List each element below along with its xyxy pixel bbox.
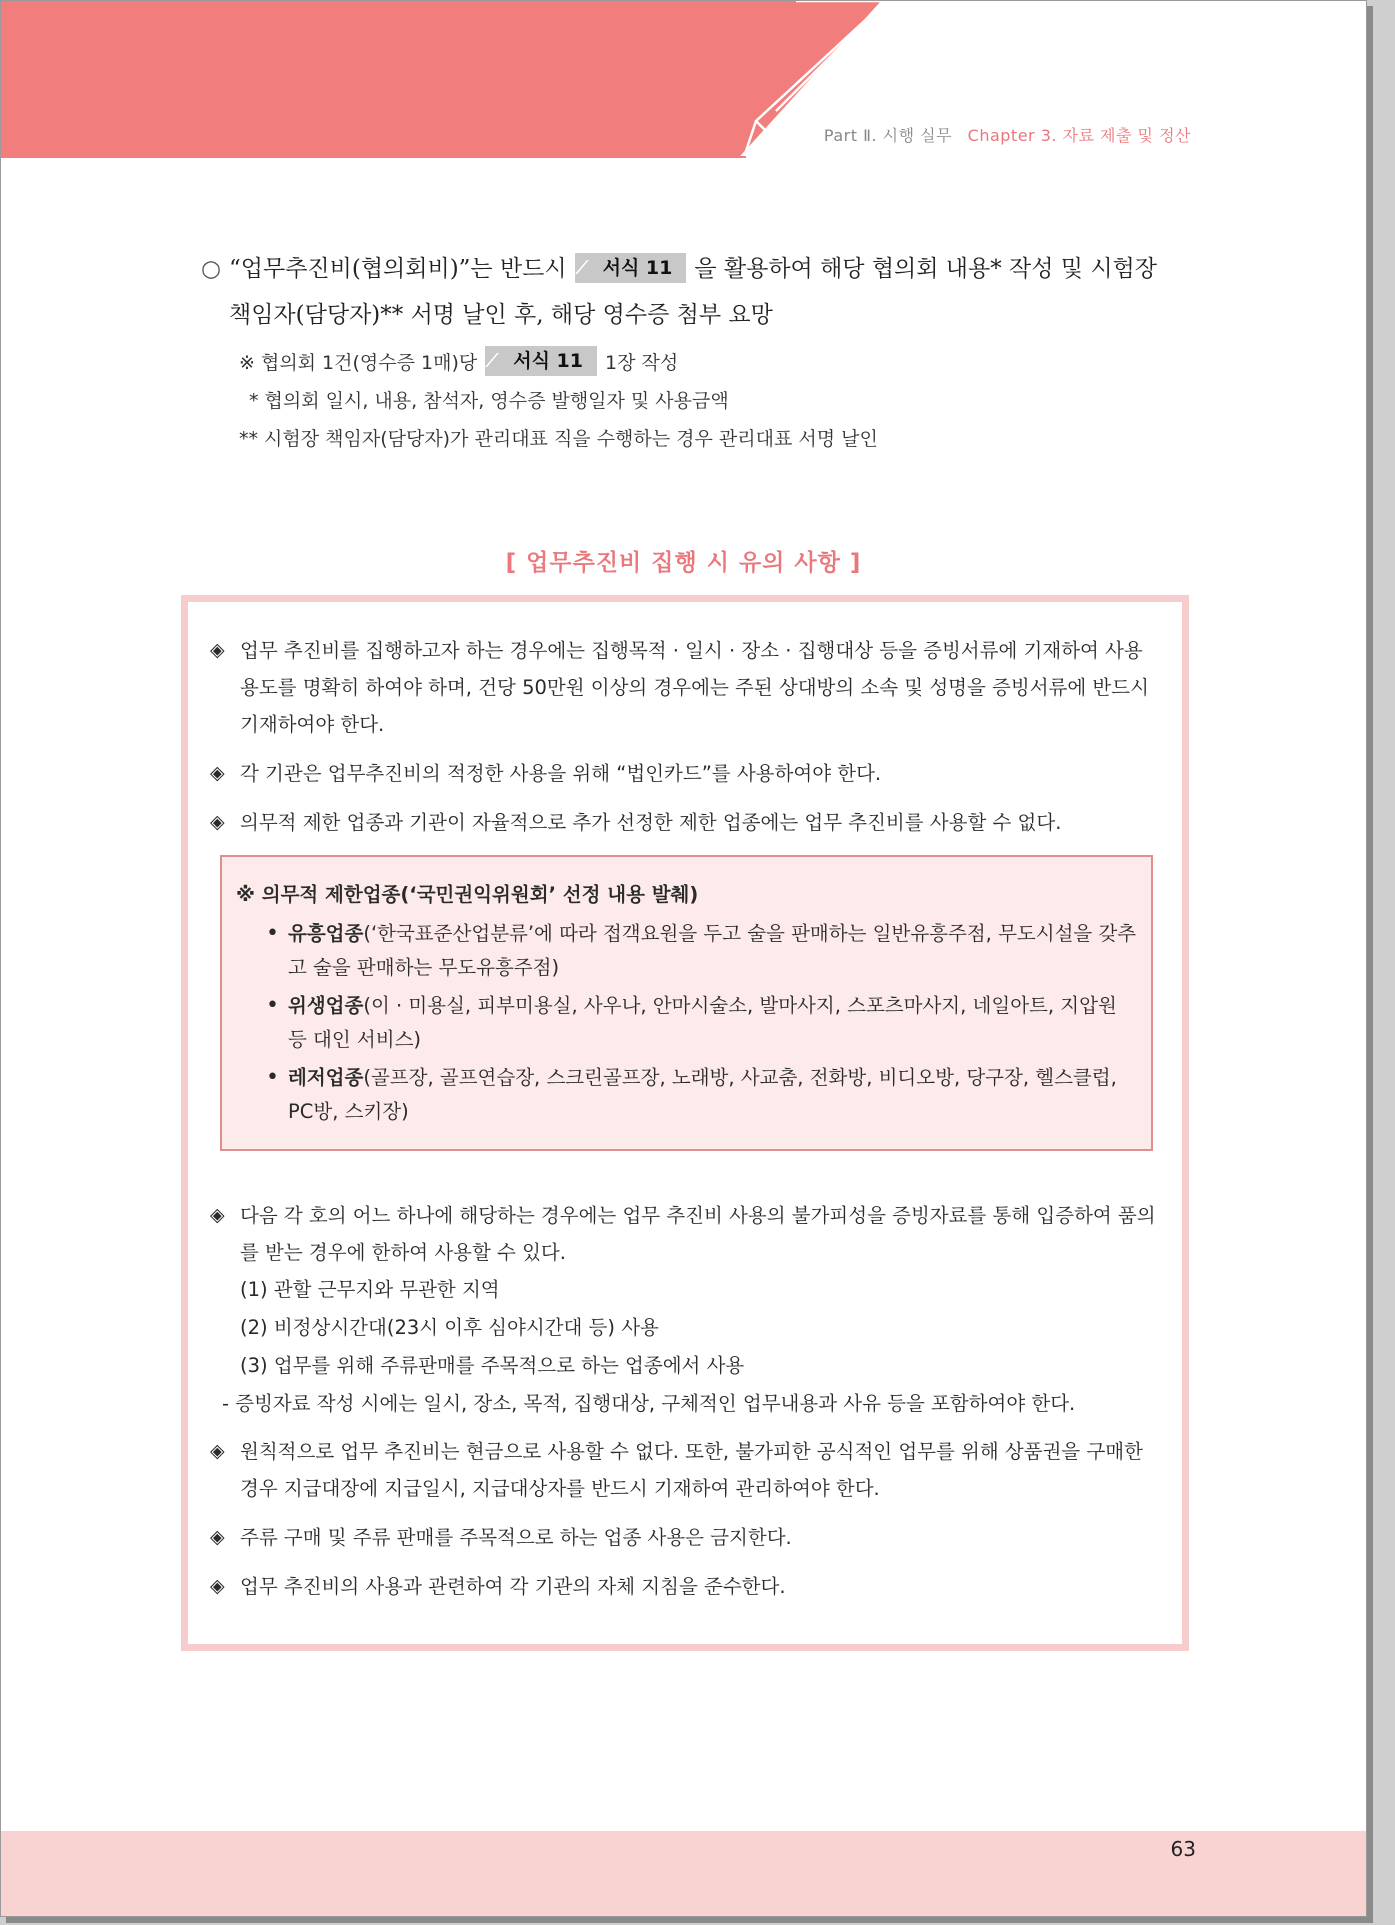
form-badge-small [485, 346, 597, 376]
header-underline [1, 156, 746, 158]
list-item: ◈ 원칙적으로 업무 추진비는 현금으로 사용할 수 없다. 또한, 불가피한 공식적인 업무를 위해 상품권을 구매한 경우 지급대장에 지급일시, 지급대상자를 반드시 기재하여 관리하여야 한다. [210, 1433, 1165, 1507]
dot-bullet-icon: • [266, 993, 279, 1018]
diamond-bullet-icon: ◈ [210, 639, 225, 661]
list-item: ◈ 각 기관은 업무추진비의 적정한 사용을 위해 “법인카드”를 사용하여야 한다. [210, 755, 1160, 792]
note-1-after: 1장 작성 [605, 352, 679, 374]
caution-items-continued [210, 1197, 1165, 1617]
restricted-item: • 레저업종(골프장, 골프연습장, 스크린골프장, 노래방, 사교춤, 전화방, 비디오방, 당구장, 헬스클럽, PC방, 스키장) [236, 1061, 1137, 1129]
intro-line-2: 책임자(담당자)** 서명 날인 후, 해당 영수증 첨부 요망 [229, 302, 773, 328]
section-title: [ 업무추진비 집행 시 유의 사항 ] [505, 550, 862, 576]
note-2: * 협의회 일시, 내용, 참석자, 영수증 발행일자 및 사용금액 [249, 390, 729, 412]
form-badge [575, 253, 687, 283]
note-1-before: ※ 협의회 1건(영수증 1매)당 [239, 352, 478, 374]
sub-item: (1) 관할 근무지와 무관한 지역 [240, 1278, 500, 1301]
intro-text-before: “업무추진비(협의회비)”는 반드시 [229, 256, 567, 282]
check-tick-icon [575, 260, 603, 274]
restricted-item: • 유흥업종(‘한국표준산업분류’에 따라 접객요원을 두고 술을 판매하는 일반유흥주점, 무도시설을 갖추고 술을 판매하는 무도유흥주점) [236, 917, 1137, 985]
running-head [824, 123, 1191, 146]
intro-paragraph [201, 246, 1201, 338]
restricted-industries-box [220, 855, 1153, 1151]
dot-bullet-icon: • [266, 921, 279, 946]
caution-items [210, 632, 1160, 853]
sub-item: (3) 업무를 위해 주류판매를 주목적으로 하는 업종에서 사용 [240, 1354, 745, 1377]
intro-text-after: 을 활용하여 해당 협의회 내용* 작성 및 시험장 [694, 256, 1157, 282]
diamond-bullet-icon: ◈ [210, 762, 225, 784]
note-3: ** 시험장 책임자(담당자)가 관리대표 직을 수행하는 경우 관리대표 서명 날인 [239, 428, 878, 450]
diamond-bullet-icon: ◈ [210, 1440, 225, 1462]
note-1 [239, 344, 1201, 382]
diamond-bullet-icon: ◈ [210, 1526, 225, 1548]
list-item: ◈ 업무 추진비를 집행하고자 하는 경우에는 집행목적 · 일시 · 장소 · 집행대상 등을 증빙서류에 기재하여 사용용도를 명확히 하여야 하며, 건당 50만원 이상의 경우에는 주된 상대방의 소속 및 성명을 증빙서류에 반드시 기재하여야 한다. [210, 632, 1160, 743]
intro-notes [201, 344, 1201, 458]
diamond-bullet-icon: ◈ [210, 811, 225, 833]
footer-band [1, 1831, 1366, 1916]
chapter-label: Chapter 3. 자료 제출 및 정산 [967, 126, 1191, 145]
caution-box [181, 595, 1189, 1651]
diamond-bullet-icon: ◈ [210, 1575, 225, 1597]
part-label: Part Ⅱ. 시행 실무 [823, 126, 953, 145]
dot-bullet-icon: • [266, 1065, 279, 1090]
page-number: 63 [1170, 1837, 1196, 1861]
dash-note: - 증빙자료 작성 시에는 일시, 장소, 목적, 집행대상, 구체적인 업무내용과 사유 등을 포함하여야 한다. [222, 1392, 1076, 1415]
form-badge-label: 서식 11 [602, 257, 673, 279]
circle-bullet-icon: ○ [201, 256, 222, 282]
diamond-bullet-icon: ◈ [210, 1204, 225, 1226]
restricted-item: • 위생업종(이 · 미용실, 피부미용실, 사우나, 안마시술소, 발마사지, 스포츠마사지, 네일아트, 지압원 등 대인 서비스) [236, 989, 1137, 1057]
restricted-heading: ※ 의무적 제한업종(‘국민권익위원회’ 선정 내용 발췌) [236, 883, 699, 906]
list-item: ◈ 업무 추진비의 사용과 관련하여 각 기관의 자체 지침을 준수한다. [210, 1568, 1165, 1605]
list-item: ◈ 주류 구매 및 주류 판매를 주목적으로 하는 업종 사용은 금지한다. [210, 1519, 1165, 1556]
sub-item: (2) 비정상시간대(23시 이후 심야시간대 등) 사용 [240, 1316, 659, 1339]
form-badge-small-label: 서식 11 [513, 350, 583, 372]
list-item: ◈ 의무적 제한 업종과 기관이 자율적으로 추가 선정한 제한 업종에는 업무 추진비를 사용할 수 없다. [210, 804, 1160, 841]
intro-section [201, 246, 1201, 458]
check-tick-icon [485, 353, 513, 367]
list-item: ◈ 다음 각 호의 어느 하나에 해당하는 경우에는 업무 추진비 사용의 불가피성을 증빙자료를 통해 입증하여 품의를 받는 경우에 한하여 사용할 수 있다. [210, 1197, 1165, 1271]
